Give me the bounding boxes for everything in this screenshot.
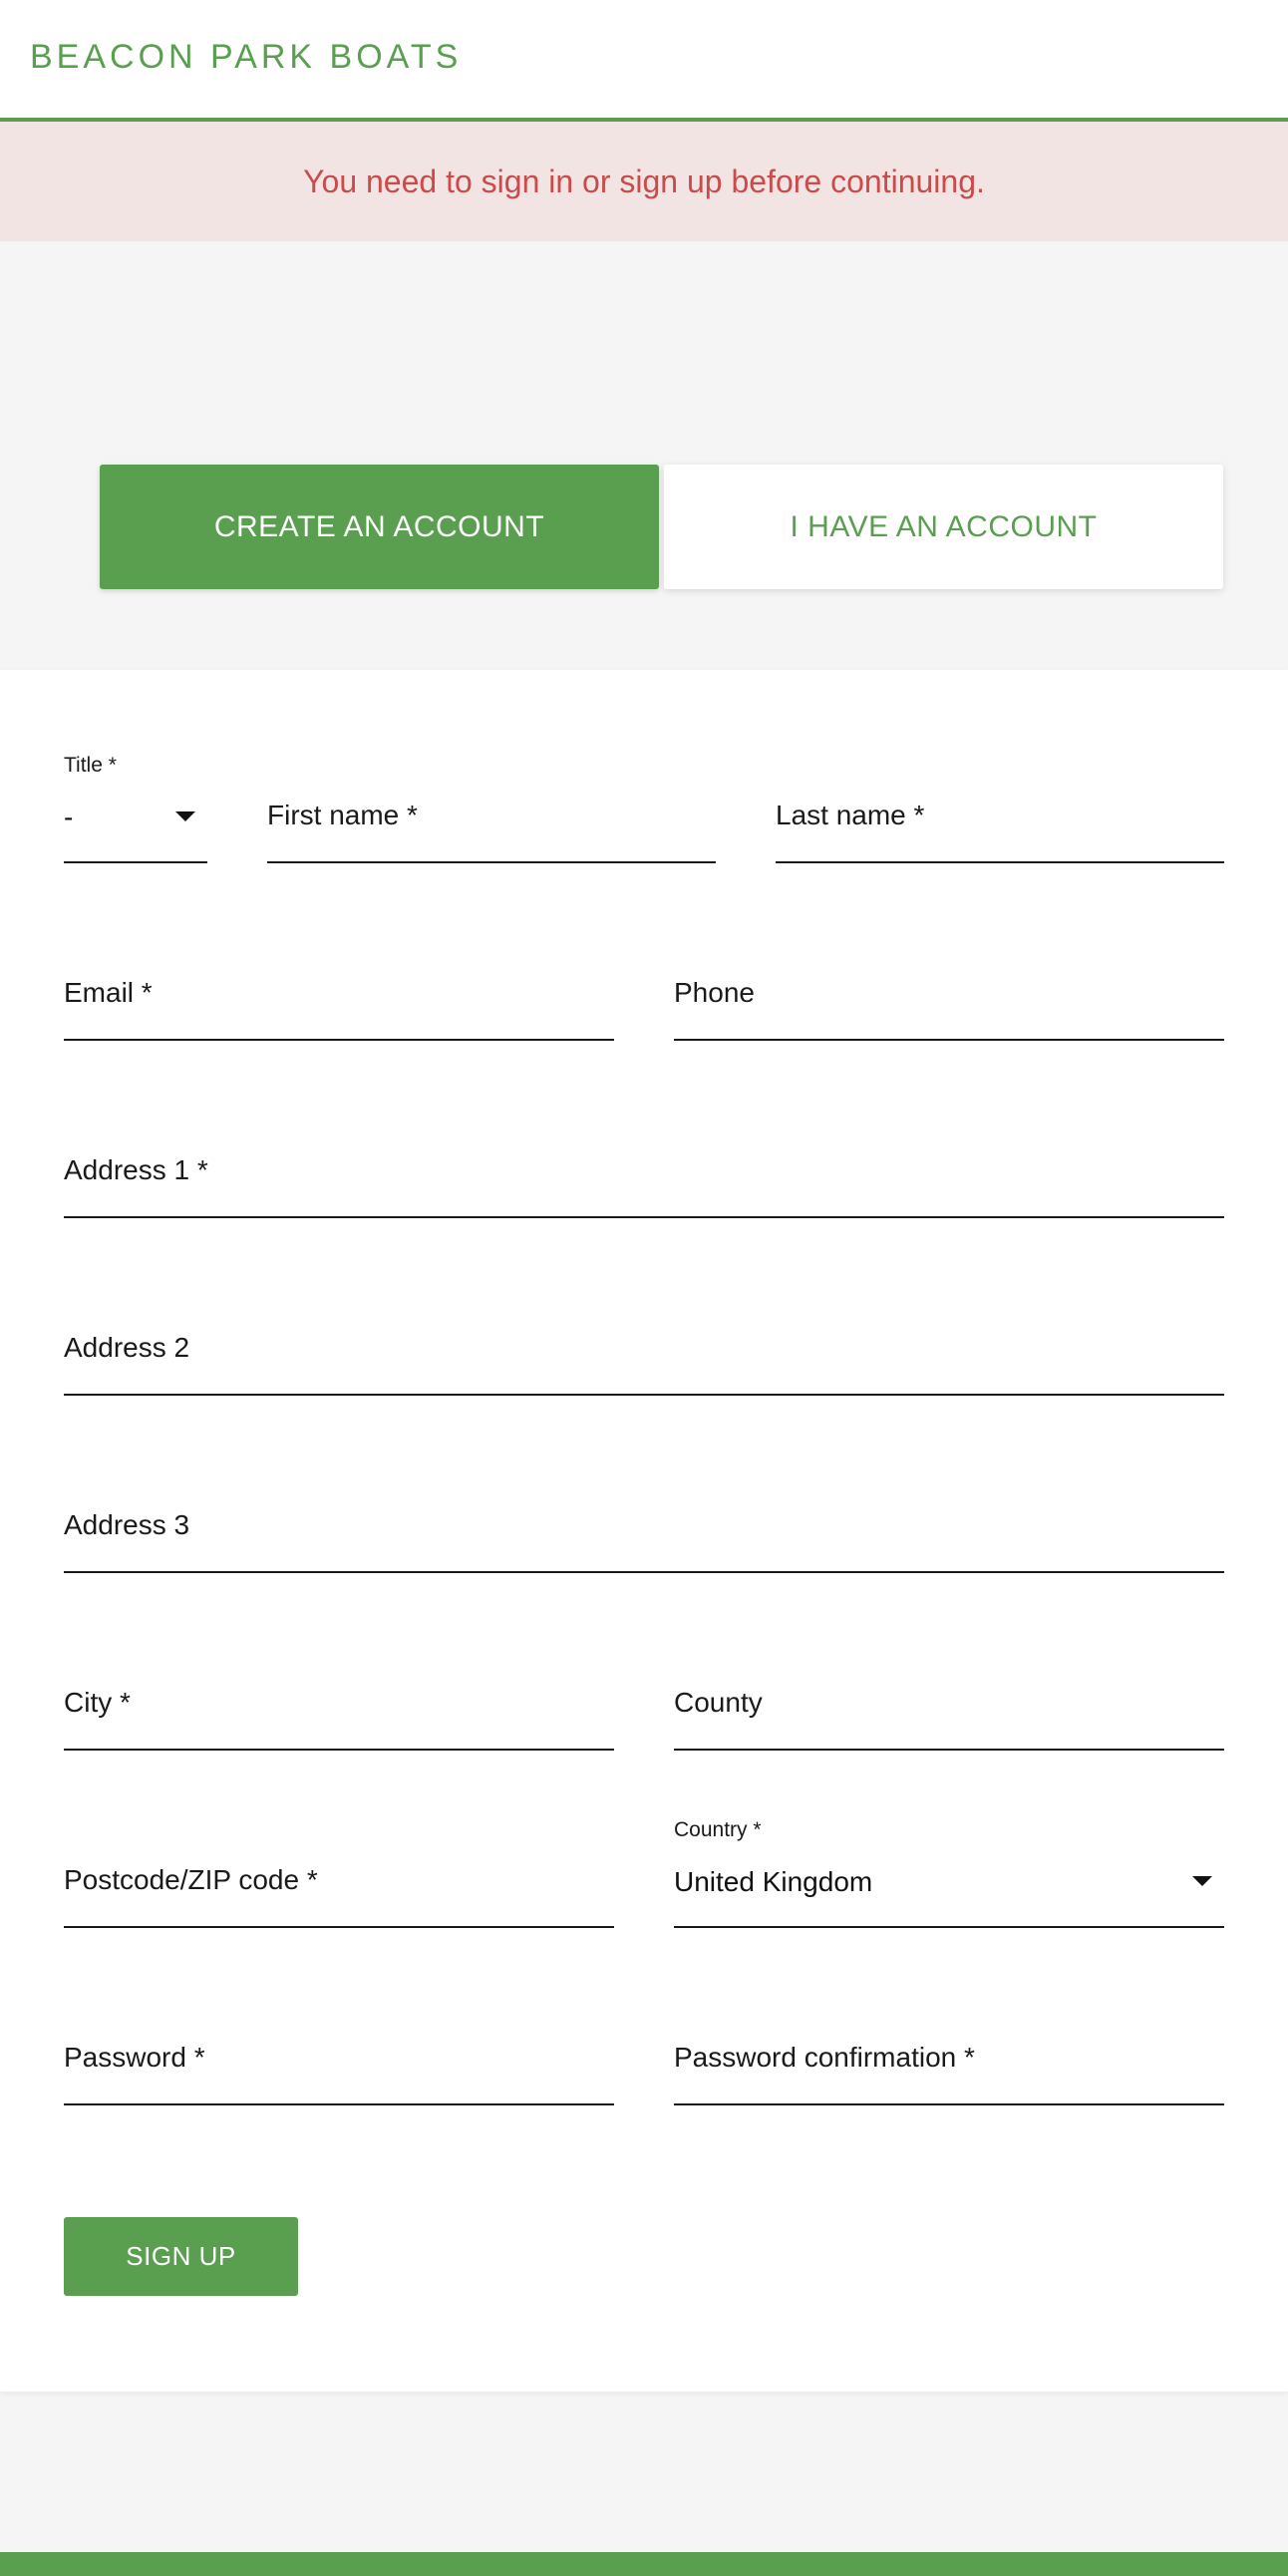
country-select[interactable] bbox=[674, 1818, 1224, 1928]
password-field[interactable] bbox=[64, 2026, 614, 2105]
title-select[interactable] bbox=[64, 754, 207, 863]
address1-label: Address 1 * bbox=[64, 1154, 208, 1185]
address1-input[interactable] bbox=[64, 1156, 1224, 1216]
phone-input[interactable] bbox=[674, 979, 1224, 1039]
address1-field[interactable] bbox=[64, 1138, 1224, 1218]
email-field[interactable] bbox=[64, 961, 614, 1041]
site-header bbox=[0, 0, 1288, 122]
address2-input[interactable] bbox=[64, 1334, 1224, 1394]
postcode-label: Postcode/ZIP code * bbox=[64, 1864, 318, 1895]
city-input[interactable] bbox=[64, 1689, 614, 1749]
postcode-field[interactable] bbox=[64, 1848, 614, 1928]
country-value: United Kingdom bbox=[674, 1866, 873, 1897]
footer-bar bbox=[0, 2552, 1288, 2576]
password-confirmation-label: Password confirmation * bbox=[674, 2042, 975, 2073]
address2-field[interactable] bbox=[64, 1316, 1224, 1396]
password-label: Password * bbox=[64, 2042, 205, 2073]
password-confirmation-field[interactable] bbox=[674, 2026, 1224, 2105]
password-input[interactable] bbox=[64, 2044, 614, 2103]
email-label: Email * bbox=[64, 977, 153, 1008]
last-name-input[interactable] bbox=[776, 802, 1224, 861]
alert-banner bbox=[0, 122, 1288, 241]
alert-message: You need to sign in or sign up before continuing. bbox=[303, 162, 985, 199]
sign-up-button[interactable]: SIGN UP bbox=[64, 2217, 298, 2296]
county-field[interactable] bbox=[674, 1671, 1224, 1751]
address3-label: Address 3 bbox=[64, 1509, 190, 1540]
last-name-field[interactable] bbox=[776, 784, 1224, 863]
chevron-down-icon bbox=[175, 811, 195, 821]
country-label: Country * bbox=[674, 1818, 762, 1841]
phone-label: Phone bbox=[674, 977, 755, 1008]
chevron-down-icon bbox=[1192, 1876, 1212, 1886]
city-label: City * bbox=[64, 1687, 131, 1718]
email-input[interactable] bbox=[64, 979, 614, 1039]
postcode-input[interactable] bbox=[64, 1866, 614, 1926]
brand-logo-text[interactable]: BEACON PARK BOATS bbox=[30, 38, 463, 76]
first-name-input[interactable] bbox=[267, 802, 716, 861]
password-confirmation-input[interactable] bbox=[674, 2044, 1224, 2103]
last-name-label: Last name * bbox=[776, 800, 925, 830]
address3-field[interactable] bbox=[64, 1493, 1224, 1573]
title-label: Title * bbox=[64, 754, 117, 777]
county-input[interactable] bbox=[674, 1689, 1224, 1749]
have-account-tab[interactable]: I HAVE AN ACCOUNT bbox=[664, 465, 1223, 589]
first-name-field[interactable] bbox=[267, 784, 716, 863]
city-field[interactable] bbox=[64, 1671, 614, 1751]
first-name-label: First name * bbox=[267, 800, 418, 830]
address2-label: Address 2 bbox=[64, 1332, 190, 1363]
phone-field[interactable] bbox=[674, 961, 1224, 1041]
address3-input[interactable] bbox=[64, 1511, 1224, 1571]
county-label: County bbox=[674, 1687, 763, 1718]
title-value: - bbox=[64, 802, 74, 832]
create-account-tab[interactable]: CREATE AN ACCOUNT bbox=[100, 465, 659, 589]
